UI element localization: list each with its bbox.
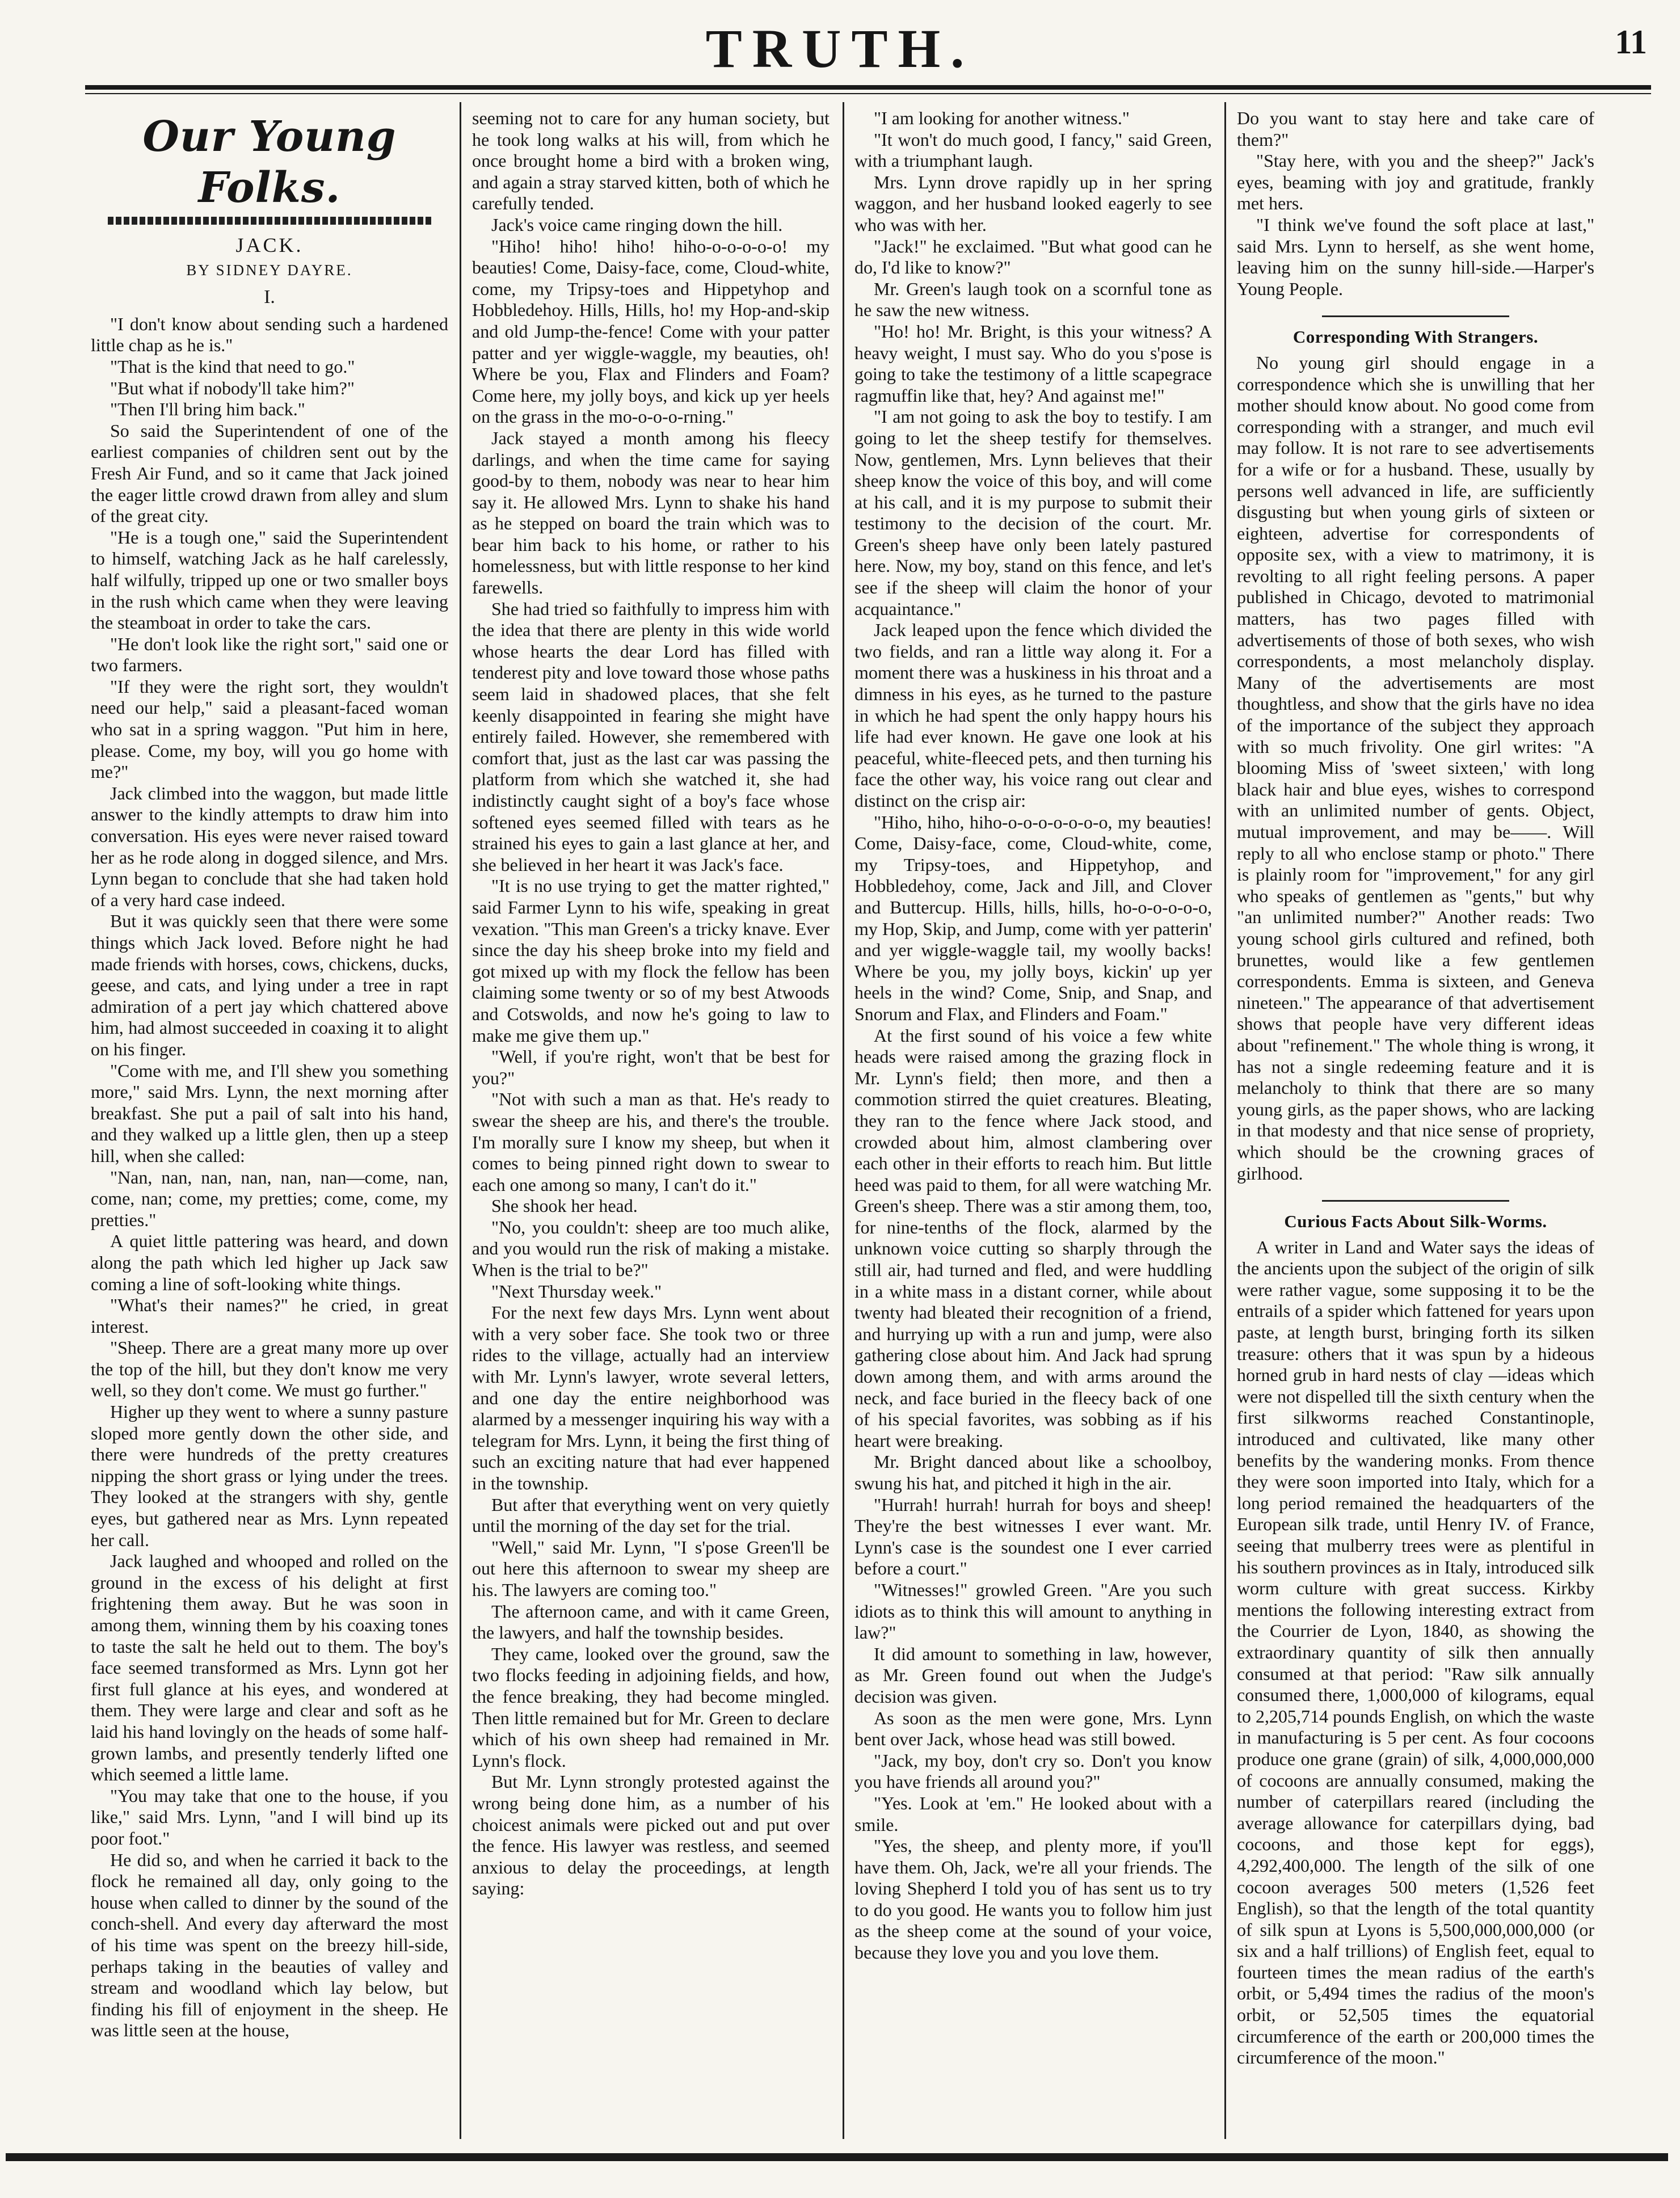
paragraph: "That is the kind that need to go." <box>110 356 355 377</box>
paragraph: She shook her head. <box>491 1195 638 1216</box>
paragraph: "Sheep. There are a great many more up over the top of the hill, but they don't know me very well, so they don't come. We must go further." <box>91 1337 448 1401</box>
paragraph: Jack leaped upon the fence which divided the two fields, and ran a little way along it. For a moment there was a huskiness in his throat and a dimness in his eyes, as he turned to the pasture in which he had spent the only happy hours his life had ever known. He gave one look at his peaceful, white-fleeced pets, and then turning his face the other way, his voice rang out clear and distinct on the crisp air: <box>854 620 1212 811</box>
paragraph: Do you want to stay here and take care of them?" <box>1237 108 1594 150</box>
article-body <box>1237 1237 1594 2069</box>
paragraph: "I think we've found the soft place at last," said Mrs. Lynn to herself, as she went home, leaving him on the sunny hill-side.—Harper's Young People. <box>1237 214 1594 299</box>
paragraph: "No, you couldn't: sheep are too much alike, and you would run the risk of making a mistake. When is the trial to be?" <box>472 1216 830 1281</box>
story-ending <box>1237 108 1594 300</box>
paragraph: "Hiho, hiho, hiho-o-o-o-o-o-o-o, my beauties! Come, Daisy-face, come, Cloud-white, come, my Tripsy-toes, and Hippetyhop, and Hobbledehoy, come, Jack and Jill, and Clover and Buttercup. Hills, hills, hills, ho-o-o-o-o-o, my Hop, Skip, and Jump, come with yer patterin' and yer wiggle-waggle tail, my woolly backs! Where be you, my jolly boys, kickin' up yer heels in the wind? Come, Snip, and Snap, and Snorum and Flax, and Flinders and Foam." <box>854 811 1212 1024</box>
paragraph: "Stay here, with you and the sheep?" Jack's eyes, beaming with joy and gratitude, frankly met hers. <box>1237 150 1594 214</box>
paragraph: The afternoon came, and with it came Green, the lawyers, and half the township besides. <box>472 1601 830 1643</box>
paragraph: "Jack, my boy, don't cry so. Don't you know you have friends all around you?" <box>854 1750 1212 1792</box>
header-rule <box>85 85 1651 90</box>
paragraph: He did so, and when he carried it back to the flock he remained all day, only going to the house when called to dinner by the sound of the conch-shell. And every day afterward the most of his time was spent on the breezy hill-side, perhaps taking in the beauties of valley and stream and woodland which lay below, but finding his fill of enjoyment in the sheep. He was little seen at the house, <box>91 1849 448 2041</box>
paragraph: "Witnesses!" growled Green. "Are you such idiots as to think this will amount to anything in law?" <box>854 1579 1212 1643</box>
paragraph: "I don't know about sending such a hardened little chap as he is." <box>91 313 448 356</box>
paragraph: As soon as the men were gone, Mrs. Lynn bent over Jack, whose head was still bowed. <box>854 1707 1212 1750</box>
paragraph: "Come with me, and I'll shew you something more," said Mrs. Lynn, the next morning after breakfast. She put a pail of salt into his hand, and they walked up a little glen, then up a steep hill, when she called: <box>91 1060 448 1166</box>
section-title: Our Young Folks. <box>142 112 397 212</box>
paragraph: But it was quickly seen that there were some things which Jack loved. Before night he had made friends with horses, cows, chickens, ducks, geese, and cats, and lying under a tree in rapt admiration of a pert jay which chattered above him, had almost succeeded in coaxing it to alight on his finger. <box>91 911 448 1059</box>
article-divider <box>1322 1200 1509 1202</box>
chapter-number: I. <box>264 287 275 308</box>
column-divider <box>843 102 844 2139</box>
story-title: JACK. <box>235 234 304 256</box>
paragraph: "Hiho! hiho! hiho! hiho-o-o-o-o-o! my beauties! Come, Daisy-face, come, Cloud-white, come, my Tripsy-toes and Hippetyhop and Hobbledehoy. Hills, Hills, ho! my Hop-and-skip and old Jump-the-fence! Come with your patter patter and yer wiggle-waggle, my beauties, oh! Where be you, Flax and Flinders and Foam? Come here, my jolly boys, and kick up yer heels on the grass in the mo-o-o-o-rning." <box>472 235 830 427</box>
paragraph: "Hurrah! hurrah! hurrah for boys and sheep! They're the best witnesses I ever want. Mr. Lynn's case is the soundest one I ever carried before a court." <box>854 1494 1212 1579</box>
paragraph: A quiet little pattering was heard, and down along the path which led higher up Jack saw coming a line of soft-looking white things. <box>91 1231 448 1294</box>
byline: BY SIDNEY DAYRE. <box>186 261 353 279</box>
paragraph: "He is a tough one," said the Superintendent to himself, watching Jack as he half carelessly, half wilfully, tripped up one or two smaller boys in the rush which came when they were leaving the steamboat in order to take the cars. <box>91 527 448 633</box>
paragraph: seeming not to care for any human society, but he took long walks at his will, from which he once brought home a bird with a broken wing, and again a stray starved kitten, both of which he carefully tended. <box>472 108 830 214</box>
story-body <box>472 108 830 1900</box>
paragraph: "Yes. Look at 'em." He looked about with a smile. <box>854 1792 1212 1835</box>
paragraph: "I am not going to ask the boy to testify. I am going to let the sheep testify for themselves. Now, gentlemen, Mrs. Lynn believes that their sheep know the voice of this boy, and will come at his call, and it is my purpose to submit their testimony to the decision of the court. Mr. Green's sheep have only been lately pastured here. Now, my boy, stand on this fence, and let's see if the sheep will claim the honor of your acquaintance." <box>854 406 1212 619</box>
column-2 <box>472 108 830 2139</box>
story-body <box>854 108 1212 1964</box>
column-4 <box>1237 108 1594 2139</box>
paragraph: "Then I'll bring him back." <box>110 399 305 420</box>
paragraph: "Next Thursday week." <box>491 1281 662 1302</box>
paragraph: "But what if nobody'll take him?" <box>110 377 355 398</box>
paragraph: "Well," said Mr. Lynn, "I s'pose Green'll be out here this afternoon to swear my sheep are his. The lawyers are coming too." <box>472 1536 830 1600</box>
paragraph: No young girl should engage in a correspondence which she is unwilling that her mother should know about. No good come from corresponding with a stranger, and much evil may follow. It is not rare to see advertisements for a wife or for a husband. These, usually by persons well advanced in life, are sufficiently disgusting but when young girls of sixteen or eighteen, advertise for correspondents of opposite sex, with a view to matrimony, it is revolting to all right feeling persons. A paper published in Chicago, devoted to matrimonial matters, has two pages filled with advertisements of those of both sexes, who wish correspondents, a most melancholy display. Many of the advertisements are most thoughtless, and show that the girls have no idea of the importance of the subject they approach with so much frivolity. One girl writes: "A blooming Miss of 'sweet sixteen,' with long black hair and blue eyes, wishes to correspond with an unlimited number of gents. Object, mutual improvement, and may be——. Will reply to all who enclose stamp or photo." There is plainly room for "improvement," for any girl who speaks of gentlemen as "gents," but why "an unlimited number?" Another reads: Two young school girls cultured and refined, both brunettes, would like a few gentlemen correspondents. Emma is sixteen, and Geneva nineteen." The appearance of that advertisement shows that people have very different ideas about "refinement." The whole thing is wrong, it has not a single redeeming feature and it is melancholy to think that there are so many young girls, as the paper shows, who are lacking in that modesty and that nice sense of propriety, which should be the crowning graces of girlhood. <box>1237 352 1594 1184</box>
paragraph: But after that everything went on very quietly until the morning of the day set for the trial. <box>472 1494 830 1536</box>
paragraph: Mr. Bright danced about like a schoolboy, swung his hat, and pitched it high in the air. <box>854 1451 1212 1493</box>
paragraph: She had tried so faithfully to impress him with the idea that there are plenty in this wide world whose hearts the dear Lord has filled with tenderest pity and love toward those whose paths seem laid in shadowed places, that she felt keenly disappointed in fearing she might have entirely failed. However, she remembered with comfort that, just as the last car was passing the platform from which she watched it, she had indistinctly caught sight of a boy's face whose softened eyes seemed filled with tears as he strained his eyes to gain a last glance at her, and she believed in her heart it was Jack's face. <box>472 598 830 875</box>
paragraph: Jack stayed a month among his fleecy darlings, and when the time came for saying good-by to them, nobody was near to hear him say it. He allowed Mrs. Lynn to shake his hand as he stepped on board the train which was to bear him back to his home, or rather to his homelessness, but with little response to her kind farewells. <box>472 427 830 598</box>
paragraph: "It is no use trying to get the matter righted," said Farmer Lynn to his wife, speaking in great vexation. "This man Green's a tricky knave. Ever since the day his sheep broke into my field and got mixed up with my flock the fellow has been claiming some twenty or so of my best Atwoods and Cotswolds, and now he's going to law to make me give them up." <box>472 875 830 1046</box>
article-body <box>1237 352 1594 1184</box>
column-divider <box>460 102 461 2139</box>
article-title: Corresponding With Strangers. <box>1292 327 1539 347</box>
paragraph: For the next few days Mrs. Lynn went about with a very sober face. She took two or three rides to the village, actually had an interview with Mr. Lynn's lawyer, wrote several letters, and one day the entire neighborhood was alarmed by a messenger inquiring his way with a telegram for Mrs. Lynn, it being the first thing of such an exciting nature that had ever happened in the township. <box>472 1302 830 1493</box>
paragraph: Higher up they went to where a sunny pasture sloped more gently down the other side, and there were hundreds of the pretty creatures nipping the short grass or lying under the trees. They looked at the strangers with shy, gentle eyes, but gathered near as Mrs. Lynn repeated her call. <box>91 1401 448 1550</box>
paragraph: Jack's voice came ringing down the hill. <box>491 214 783 235</box>
paragraph: A writer in Land and Water says the ideas of the ancients upon the subject of the origin of silk were rather vague, some supposing it to be the entrails of a spider which fattened for years upon paste, at length burst, bringing forth its silken treasure: others that it was spun by a hideous horned grub in hard nests of clay —ideas which were not dispelled till the sixth century when the first silkworms reached Constantinople, introduced and cultivated, like many other benefits by the wandering monks. From thence they were soon imported into Italy, which for a long period remained the headquarters of the European silk trade, until Henry IV. of France, seeing that mulberry trees were as plentiful in his southern provinces as in Italy, introduced silk worm culture with great success. Kirkby mentions the following interesting extract from the Courrier de Lyon, 1840, as showing the extraordinary quantity of silk then annually consumed at that period: "Raw silk annually consumed there, 1,000,000 of kilograms, equal to 2,205,714 pounds English, on which the waste in manufacturing is 5 per cent. As four cocoons produce one grane (grain) of silk, 4,000,000,000 of cocoons are annually consumed, making the number of caterpillars reared (including the average allowance for caterpillars dying, bad cocoons, and those kept for eggs), 4,292,400,000. The length of the silk of one cocoon averages 500 meters (1,526 feet English), so that the length of the total quantity of silk spun at Lyons is 5,500,000,000,000 (or six and a half trillions) of English feet, equal to fourteen times the mean radius of the earth's orbit, or 5,494 times the radius of the moon's orbit, or 52,505 times the equatorial circumference of the earth or 200,000 times the circumference of the moon." <box>1237 1236 1594 2068</box>
column-3 <box>854 108 1212 2139</box>
paragraph: "Not with such a man as that. He's ready to swear the sheep are his, and there's the trouble. I'm morally sure I know my sheep, but when it comes to being pinned right down to swear to each one among so many, I can't do it." <box>472 1089 830 1195</box>
footer-rule <box>6 2153 1668 2161</box>
newspaper-title: TRUTH. <box>705 18 975 79</box>
story-body <box>91 314 448 2041</box>
paragraph: "You may take that one to the house, if you like," said Mrs. Lynn, "and I will bind up its poor foot." <box>91 1785 448 1848</box>
paragraph: Jack climbed into the waggon, but made little answer to the kindly attempts to draw him into conversation. His eyes were never raised toward her as he rode along in dogged silence, and Mrs. Lynn began to conclude that she had taken hold of a very hard case indeed. <box>91 782 448 910</box>
paragraph: "What's their names?" he cried, in great interest. <box>91 1295 448 1337</box>
paragraph: "Jack!" he exclaimed. "But what good can he do, I'd like to know?" <box>854 235 1212 278</box>
paragraph: "He don't look like the right sort," said one or two farmers. <box>91 633 448 676</box>
paragraph: "Yes, the sheep, and plenty more, if you'll have them. Oh, Jack, we're all your friends. The loving Shepherd I told you of has sent us to try to do you good. He wants you to follow him just as the sheep come at the sound of your voice, because they love you and you love them. <box>854 1835 1212 1963</box>
paragraph: "Ho! ho! Mr. Bright, is this your witness? A heavy weight, I must say. Who do you s'pose is going to take the testimony of a little scapegrace ragmuffin like that, hey? And against me!" <box>854 321 1212 406</box>
article-divider <box>1322 315 1509 317</box>
paragraph: "Nan, nan, nan, nan, nan, nan—come, nan, come, nan; come, my pretties; come, come, my pretties." <box>91 1167 448 1230</box>
header-rule-thin <box>85 93 1651 94</box>
paragraph: Mrs. Lynn drove rapidly up in her spring waggon, and her husband looked eagerly to see who was with her. <box>854 171 1212 235</box>
paragraph: "If they were the right sort, they wouldn't need our help," said a pleasant-faced woman who sat in a spring waggon. "Put him in here, please. Come, my boy, will you go home with me?" <box>91 676 448 782</box>
decorative-rule <box>108 217 431 225</box>
paragraph: But Mr. Lynn strongly protested against the wrong being done him, as a number of his choicest animals were picked out and put over the fence. His lawyer was restless, and seemed anxious to delay the proceedings, at length saying: <box>472 1771 830 1899</box>
paragraph: "It won't do much good, I fancy," said Green, with a triumphant laugh. <box>854 129 1212 171</box>
column-1 <box>91 108 448 2139</box>
paragraph: At the first sound of his voice a few white heads were raised among the grazing flock in Mr. Lynn's field; then more, and then a commotion stirred the quiet creatures. Bleating, they ran to the fence where Jack stood, and crowded about him, almost clambering over each other in their efforts to reach him. But little heed was paid to them, for all were watching Mr. Green's sheep. There was a stir among them, too, for nine-tenths of the flock, alarmed by the unknown voice cutting so sharply through the still air, had turned and fled, and were huddling in a white mass in a distant corner, while about twenty had bleated their recognition of a friend, and hurrying up with a run and jump, were also gathering close about him. And Jack had sprung down among them, and with arms around the neck, and face buried in the fleecy back of one of his special favorites, was sobbing as if his heart were breaking. <box>854 1025 1212 1451</box>
masthead <box>0 0 1680 85</box>
article-title: Curious Facts About Silk-Worms. <box>1284 1211 1547 1232</box>
paragraph: Jack laughed and whooped and rolled on the ground in the excess of his delight at first frightening them away. But he was soon in among them, winning them by his coaxing tones to taste the salt he held out to them. The boy's face seemed transformed as Mrs. Lynn got her first full glance at his eyes, and wondered at them. They were large and clear and soft as he laid his hand lovingly on the heads of some half-grown lambs, and presently tenderly lifted one which seemed a little lame. <box>91 1551 448 1785</box>
paragraph: "I am looking for another witness." <box>874 108 1130 128</box>
paragraph: So said the Superintendent of one of the earliest companies of children sent out by the Fresh Air Fund, and so it came that Jack joined the eager little crowd drawn from alley and slum of the great city. <box>91 420 448 527</box>
column-divider <box>1224 102 1226 2139</box>
paragraph: Mr. Green's laugh took on a scornful tone as he saw the new witness. <box>854 278 1212 321</box>
paragraph: "Well, if you're right, won't that be best for you?" <box>472 1046 830 1088</box>
paragraph: It did amount to something in law, however, as Mr. Green found out when the Judge's decision was given. <box>854 1643 1212 1707</box>
page-number: 11 <box>1615 23 1647 61</box>
paragraph: They came, looked over the ground, saw the two flocks feeding in adjoining fields, and how, the fence breaking, they had become mingled. Then little remained but for Mr. Green to declare which of his own sheep had remained in Mr. Lynn's flock. <box>472 1643 830 1771</box>
